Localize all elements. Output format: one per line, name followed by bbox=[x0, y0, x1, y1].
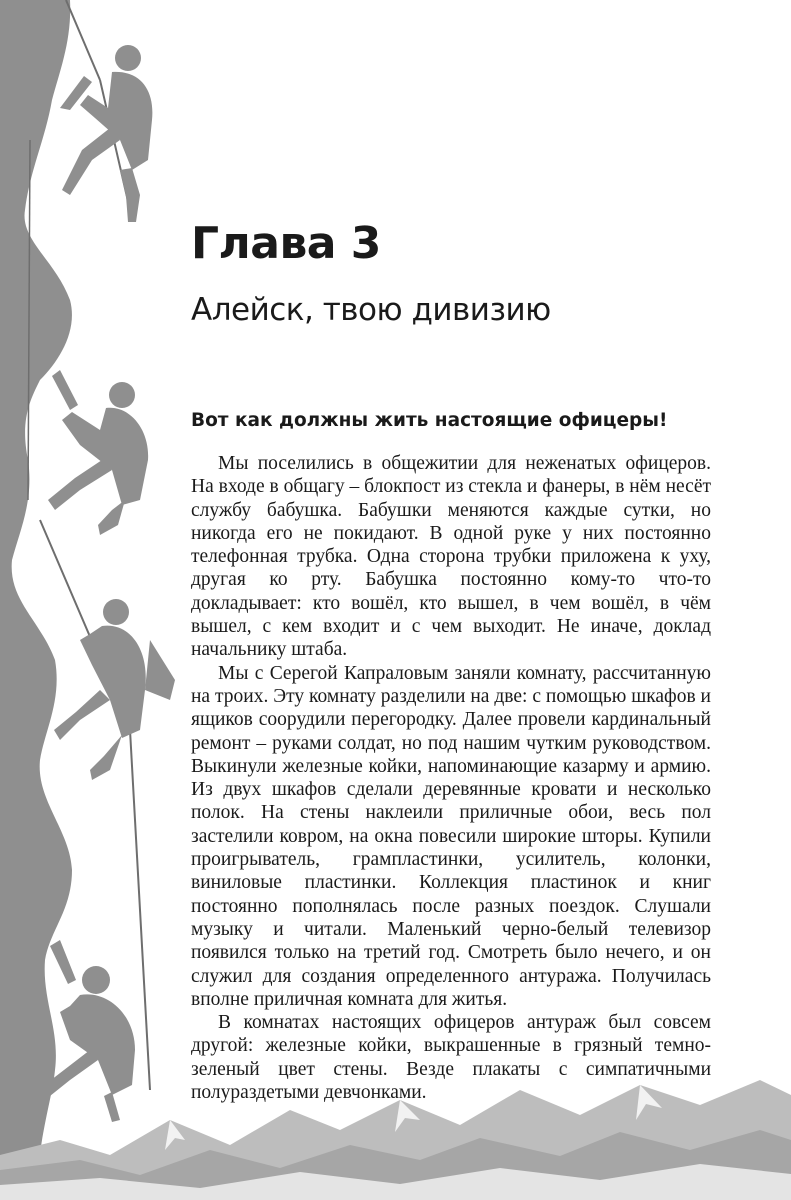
paragraph: Мы поселились в общежитии для неженатых офицеров. На входе в общагу – блокпост из стекла и фанеры, в нём несёт службу бабушка. Бабушки меняются каждые сутки, но никогда его не покидают. В одной руке у них постоянно телефонная трубка. Одна сторона трубки приложена к уху, другая ко рту. Бабушка постоянно кому-то что-то докладывает: кто вошёл, кто вышел, в чем вошёл, в чём вышел, с кем входит и с чем выходит. Не иначе, доклад начальнику штаба. bbox=[191, 453, 711, 661]
climber-silhouette-1 bbox=[60, 45, 152, 222]
section-heading: Вот как должны жить настоящие офицеры! bbox=[191, 410, 668, 431]
paragraph: В комнатах настоящих офицеров антураж был совсем другой: железные койки, выкрашенные в грязный темно-зеленый цвет стены. Везде плакаты с симпатичными полураздетыми девчонками. bbox=[191, 1012, 711, 1104]
cliff-climbers-illustration bbox=[0, 0, 200, 1200]
climber-silhouette-3 bbox=[54, 599, 175, 780]
climber-silhouette-2 bbox=[48, 370, 148, 535]
chapter-title: Алейск, твою дивизию bbox=[191, 292, 551, 328]
paragraph: Мы с Серегой Капраловым заняли комнату, рассчитанную на троих. Эту комнату разделили на две: с помощью шкафов и ящиков соорудили перегородку. Далее провели кардинальный ремонт – руками солдат, но под нашим чутким руководством. Выкинули железные койки, напоминающие казарму и армию. Из двух шкафов сделали деревянные кровати и несколько полок. На стены наклеили приличные обои, весь пол застелили ковром, на окна повесили широкие шторы. Купили проигрыватель, грампластинки, усилитель, колонки, виниловые пластинки. Коллекция пластинок и книг постоянно пополнялась после разных поездок. Слушали музыку и читали. Маленький черно-белый телевизор появился только на третий год. Смотреть было нечего, и он служил для создания определенного антуража. Получилась вполне приличная комната для житья. bbox=[191, 662, 711, 1010]
body-text bbox=[191, 452, 711, 1104]
chapter-number: Глава 3 bbox=[191, 218, 381, 269]
